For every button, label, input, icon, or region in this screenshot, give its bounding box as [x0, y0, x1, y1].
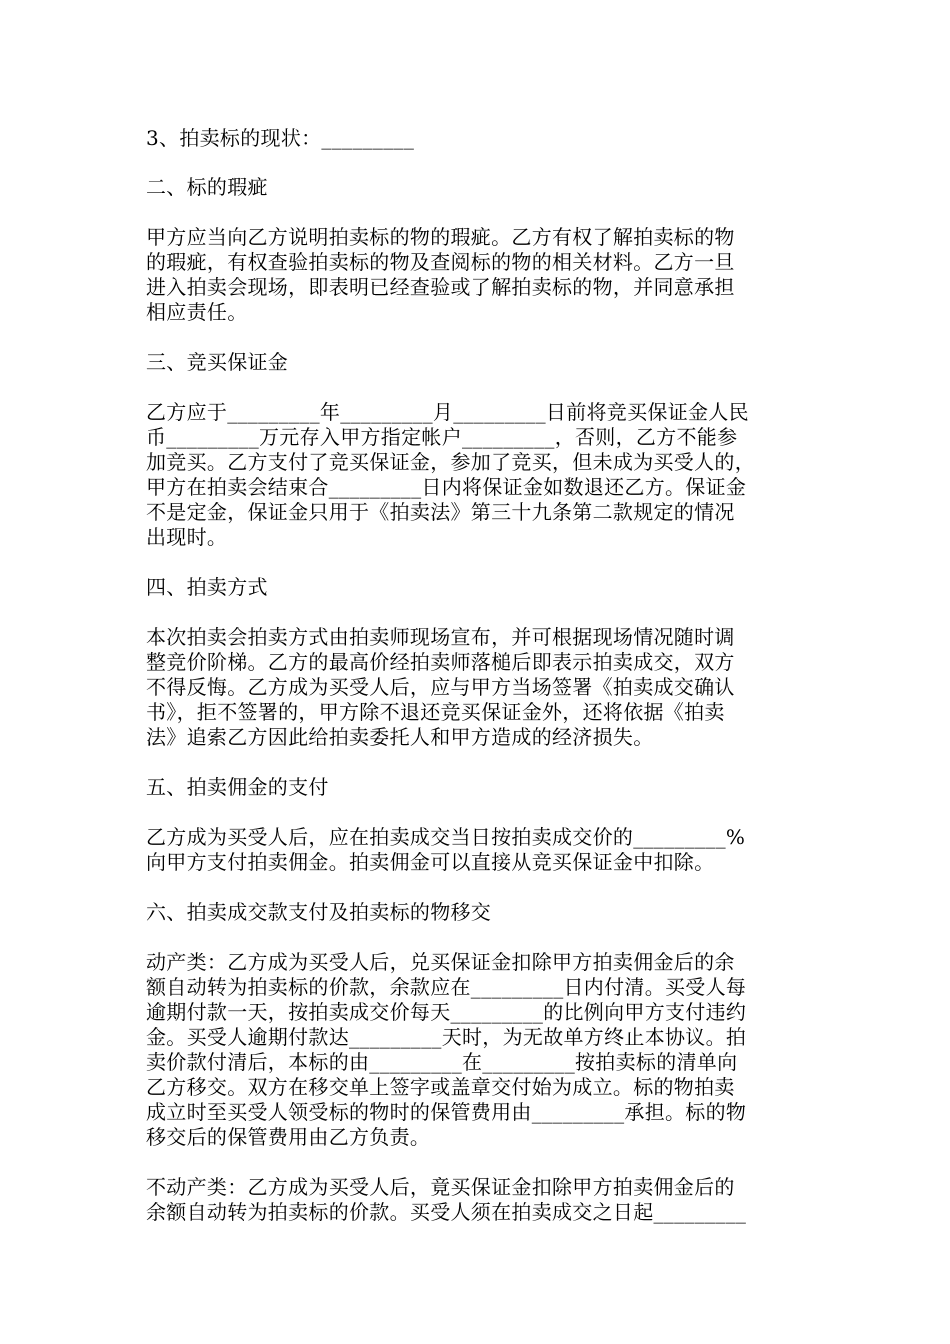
section-4-heading: 四、拍卖方式: [146, 575, 268, 599]
item-3-current-status: 3、拍卖标的现状：_________: [146, 126, 415, 150]
section-5-heading: 五、拍卖佣金的支付: [146, 775, 329, 799]
section-6-immovable-property: 不动产类：乙方成为买受人后，竟买保证金扣除甲方拍卖佣金后的 余额自动转为拍卖标的价款。买受人须在拍卖成交之日起_________: [146, 1175, 747, 1224]
section-3-heading: 三、竞买保证金: [146, 350, 289, 374]
section-5-body: 乙方成为买受人后，应在拍卖成交当日按拍卖成交价的_________% 向甲方支付拍卖佣金。拍卖佣金可以直接从竞买保证金中扣除。: [146, 825, 746, 874]
section-3-body: 乙方应于_________年_________月_________日前将竞买保证金人民 币_________万元存入甲方指定帐户_________，否则，乙方不能参 加竞买。乙方支付了竞买保证金，参加了竞买，但未成为买受人的， 甲方在拍卖会结束合_________日内将保证金如数退还乙方。保证金 不是定金，保证金只用于《拍卖法》第三十九条第二款规定的情况 出现时。: [146, 400, 755, 549]
section-6-heading: 六、拍卖成交款支付及拍卖标的物移交: [146, 900, 492, 924]
section-2-heading: 二、标的瑕疵: [146, 175, 268, 199]
section-6-movable-property: 动产类：乙方成为买受人后，兑买保证金扣除甲方拍卖佣金后的余 额自动转为拍卖标的价款，余款应在_________日内付清。买受人每 逾期付款一天，按拍卖成交价每天_________的比例向甲方支付违约 金。买受人逾期付款达_________天时，为无故单方终止本协议。拍 卖价款付清后，本标的由_________在_________按拍卖标的清单向 乙方移交。双方在移交单上签字或盖章交付始为成立。标的物拍卖 成立时至买受人领受标的物时的保管费用由_________承担。标的物 移交后的保管费用由乙方负责。: [146, 950, 747, 1149]
section-4-body: 本次拍卖会拍卖方式由拍卖师现场宣布，并可根据现场情况随时调 整竞价阶梯。乙方的最高价经拍卖师落槌后即表示拍卖成交，双方 不得反悔。乙方成为买受人后，应与甲方当场签署《拍卖成交确认 书》，拒不签署的，甲方除不退还竞买保证金外，还将依据《拍卖 法》追索乙方因此给拍卖委托人和甲方造成的经济损失。: [146, 625, 735, 749]
section-2-body: 甲方应当向乙方说明拍卖标的物的瑕疵。乙方有权了解拍卖标的物 的瑕疵，有权查验拍卖标的物及查阅标的物的相关材料。乙方一旦 进入拍卖会现场，即表明已经查验或了解拍卖标的物，并同意承担 相应责任。: [146, 225, 735, 324]
